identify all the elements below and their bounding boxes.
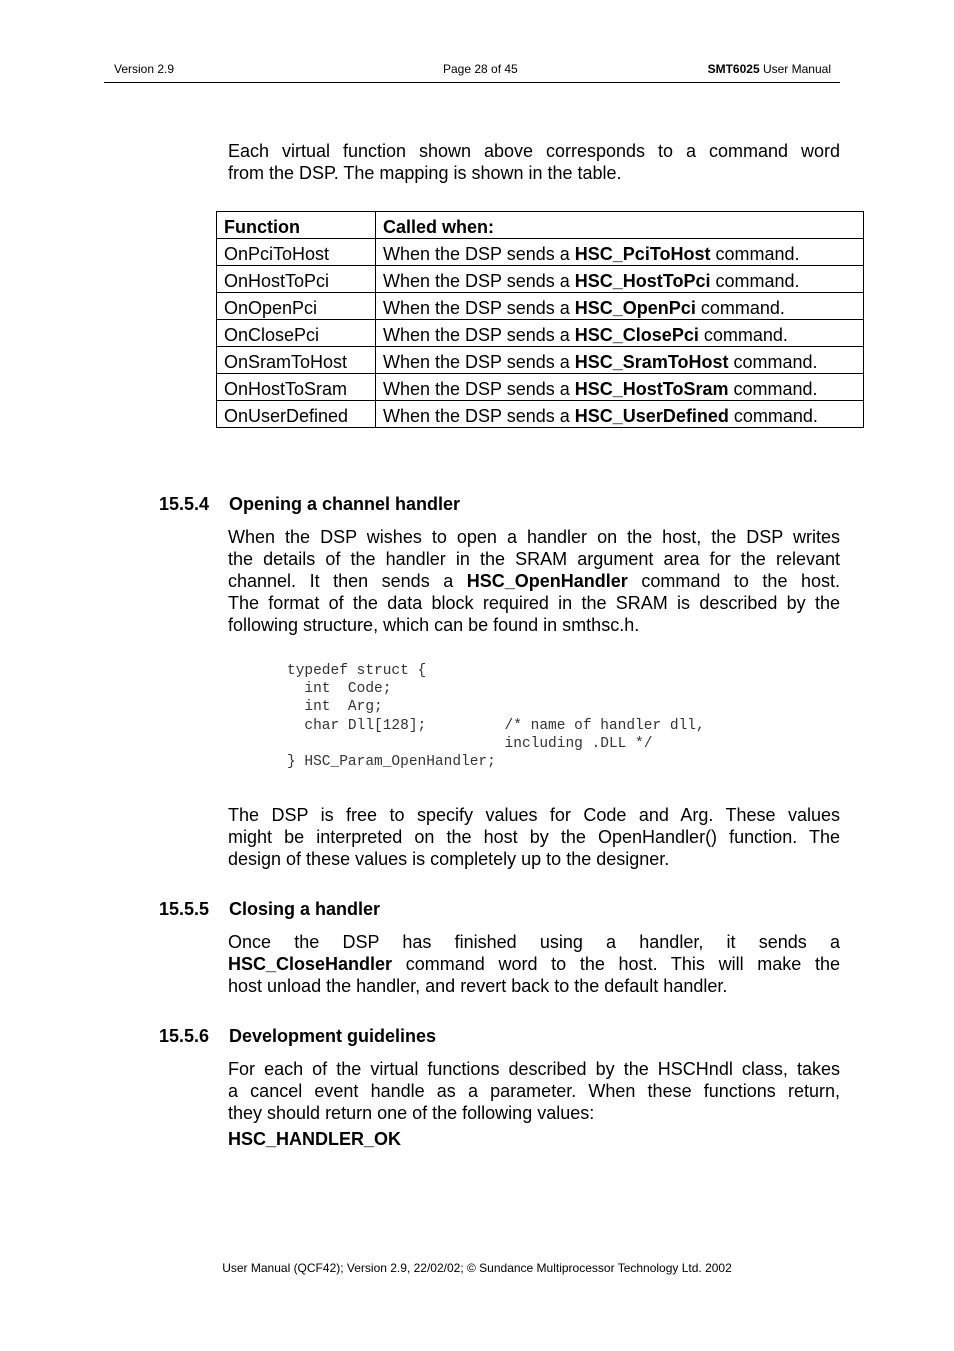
code-block-struct: typedef struct { int Code; int Arg; char Dll[128]; /* name of handler dll, including .DLL */ } HSC_Param_OpenHandler; — [287, 663, 705, 771]
called-when-cell — [376, 293, 864, 320]
text-segment: command. — [728, 379, 818, 399]
text-segment: When the DSP sends a — [383, 298, 575, 318]
paragraph-line: For each of the virtual functions described by the HSCHndl class, takes — [228, 1059, 840, 1079]
table-row — [217, 266, 864, 293]
header-product: SMT6025 — [707, 62, 760, 76]
section-heading-15-5-6 — [159, 1026, 436, 1047]
table-row — [217, 347, 864, 374]
text-segment: command word to the host. This will make the — [392, 954, 840, 974]
paragraph-line: host unload the handler, and revert back to the default handler. — [228, 976, 728, 996]
text-segment: command. — [710, 271, 800, 291]
header-divider — [104, 82, 840, 83]
text-segment: command. — [710, 244, 800, 264]
command-name: HSC_ClosePci — [574, 325, 699, 345]
command-name: HSC_UserDefined — [574, 406, 729, 426]
called-when-cell — [376, 374, 864, 401]
paragraph-line: might be interpreted on the host by the OpenHandler() function. The — [228, 827, 840, 847]
opening-handler-paragraph — [228, 526, 840, 636]
paragraph-line: a cancel event handle as a parameter. When these functions return, — [228, 1081, 840, 1101]
text-segment: When the DSP sends a — [383, 406, 575, 426]
column-header-function: Function — [217, 212, 376, 239]
called-when-cell — [376, 266, 864, 293]
function-mapping-table — [216, 211, 864, 428]
command-name: HSC_HostToPci — [574, 271, 711, 291]
function-name-cell: OnSramToHost — [217, 347, 376, 374]
text-segment: channel. It then sends a — [228, 571, 467, 591]
table-row — [217, 293, 864, 320]
text-segment: When the DSP sends a — [383, 352, 575, 372]
header-page-number: Page 28 of 45 — [443, 62, 518, 76]
text-segment: command. — [728, 406, 818, 426]
table-row — [217, 374, 864, 401]
text-segment: command. — [695, 298, 785, 318]
section-heading-15-5-4 — [159, 494, 460, 515]
function-name-cell: OnHostToSram — [217, 374, 376, 401]
column-header-called-when: Called when: — [376, 212, 864, 239]
function-name-cell: OnUserDefined — [217, 401, 376, 428]
table-body — [217, 239, 864, 428]
text-segment: command. — [698, 325, 788, 345]
function-name-cell: OnClosePci — [217, 320, 376, 347]
development-guidelines-paragraph — [228, 1058, 840, 1124]
command-name: HSC_OpenHandler — [466, 571, 628, 591]
text-segment: When the DSP sends a — [383, 379, 575, 399]
table-row — [217, 320, 864, 347]
paragraph-line: When the DSP wishes to open a handler on the host, the DSP writes — [228, 527, 840, 547]
section-heading-15-5-5 — [159, 899, 380, 920]
intro-paragraph — [228, 140, 840, 184]
intro-line-1: Each virtual function shown above corresponds to a command word — [228, 141, 840, 161]
closing-handler-paragraph — [228, 931, 840, 997]
command-name: HSC_OpenPci — [574, 298, 696, 318]
section-title: Closing a handler — [229, 899, 381, 919]
code-values-paragraph — [228, 804, 840, 870]
paragraph-line: The format of the data block required in the SRAM is described by the — [228, 593, 840, 613]
called-when-cell — [376, 347, 864, 374]
text-segment: command. — [728, 352, 818, 372]
page-footer: User Manual (QCF42); Version 2.9, 22/02/02; © Sundance Multiprocessor Technology Ltd. 2002 — [222, 1261, 732, 1275]
called-when-cell — [376, 320, 864, 347]
function-name-cell: OnHostToPci — [217, 266, 376, 293]
section-title: Opening a channel handler — [229, 494, 461, 514]
paragraph-line: following structure, which can be found in smthsc.h. — [228, 615, 640, 635]
command-name: HSC_CloseHandler — [228, 954, 393, 974]
text-segment: When the DSP sends a — [383, 271, 575, 291]
section-title: Development guidelines — [229, 1026, 437, 1046]
header-version: Version 2.9 — [114, 62, 175, 76]
text-segment: When the DSP sends a — [383, 244, 575, 264]
text-segment: command to the host. — [627, 571, 841, 591]
function-name-cell: OnOpenPci — [217, 293, 376, 320]
header-manual-title — [708, 62, 831, 76]
paragraph-line: Once the DSP has finished using a handler, it sends a — [228, 932, 840, 952]
command-name: HSC_SramToHost — [574, 352, 729, 372]
section-number: 15.5.4 — [159, 494, 210, 514]
paragraph-line — [228, 953, 840, 975]
command-name: HSC_PciToHost — [574, 244, 711, 264]
section-number: 15.5.5 — [159, 899, 210, 919]
function-name-cell: OnPciToHost — [217, 239, 376, 266]
paragraph-line: The DSP is free to specify values for Code and Arg. These values — [228, 805, 840, 825]
paragraph-line — [228, 570, 840, 592]
table-header-row — [217, 212, 864, 239]
return-value-constant: HSC_HANDLER_OK — [228, 1129, 402, 1149]
table-row — [217, 239, 864, 266]
paragraph-line: the details of the handler in the SRAM argument area for the relevant — [228, 549, 840, 569]
paragraph-line: they should return one of the following values: — [228, 1103, 595, 1123]
header-manual: User Manual — [759, 62, 831, 76]
called-when-cell — [376, 401, 864, 428]
text-segment: When the DSP sends a — [383, 325, 575, 345]
intro-line-2: from the DSP. The mapping is shown in the table. — [228, 163, 622, 183]
called-when-cell — [376, 239, 864, 266]
paragraph-line: design of these values is completely up to the designer. — [228, 849, 670, 869]
table-row — [217, 401, 864, 428]
command-name: HSC_HostToSram — [574, 379, 729, 399]
section-number: 15.5.6 — [159, 1026, 210, 1046]
